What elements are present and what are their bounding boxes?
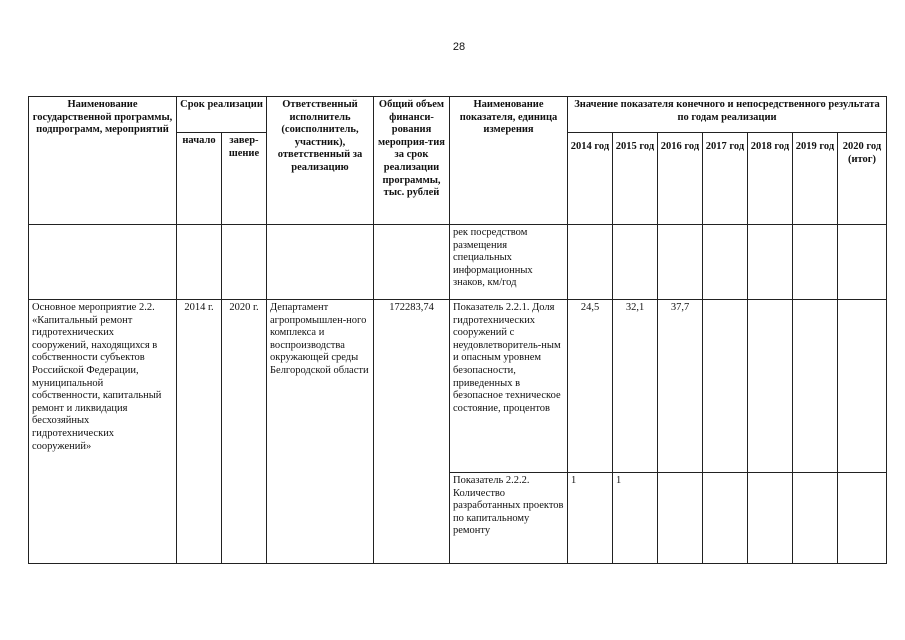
value-2019 bbox=[793, 473, 838, 564]
cell-empty bbox=[838, 225, 887, 300]
measure-start: 2014 г. bbox=[177, 300, 222, 564]
cell-empty bbox=[374, 225, 450, 300]
page-number: 28 bbox=[452, 41, 466, 53]
header-year-2019: 2019 год bbox=[793, 133, 838, 225]
header-finance: Общий объем финанси-рования мероприя-тия за срок реализации программы, тыс. рублей bbox=[374, 97, 450, 225]
cell-empty bbox=[267, 225, 374, 300]
header-year-2016: 2016 год bbox=[658, 133, 703, 225]
cell-empty bbox=[222, 225, 267, 300]
header-name: Наименование государственной программы, подпрограмм, мероприятий bbox=[29, 97, 177, 225]
cell-empty bbox=[29, 225, 177, 300]
header-end: завер-шение bbox=[222, 133, 267, 225]
cell-empty bbox=[177, 225, 222, 300]
header-indicator: Наименование показателя, единица измерения bbox=[450, 97, 568, 225]
header-year-2015: 2015 год bbox=[613, 133, 658, 225]
value-2017 bbox=[703, 473, 748, 564]
measure-finance: 172283,74 bbox=[374, 300, 450, 564]
value-2016: 37,7 bbox=[658, 300, 703, 473]
measure-responsible: Департамент агропромышлен-ного комплекса и воспроизводства окружающей среды Белгородской области bbox=[267, 300, 374, 564]
header-year-2018: 2018 год bbox=[748, 133, 793, 225]
value-2017 bbox=[703, 300, 748, 473]
table-row bbox=[29, 300, 887, 473]
cell-empty bbox=[568, 225, 613, 300]
measure-end: 2020 г. bbox=[222, 300, 267, 564]
header-year-2020: 2020 год (итог) bbox=[838, 133, 887, 225]
indicator-continuation: рек посредством размещения специальных информационных знаков, км/год bbox=[450, 225, 568, 300]
cell-empty bbox=[613, 225, 658, 300]
indicator-2-2-2: Показатель 2.2.2. Количество разработанных проектов по капитальному ремонту bbox=[450, 473, 568, 564]
value-2015: 32,1 bbox=[613, 300, 658, 473]
table-row bbox=[29, 225, 887, 300]
header-year-2014: 2014 год bbox=[568, 133, 613, 225]
header-year-2017: 2017 год bbox=[703, 133, 748, 225]
cell-empty bbox=[658, 225, 703, 300]
value-2014: 1 bbox=[568, 473, 613, 564]
indicator-2-2-1: Показатель 2.2.1. Доля гидротехнических сооружений с неудовлетворитель-ным и опасным уровнем безопасности, приведенных в безопасное техническое состояние, процентов bbox=[450, 300, 568, 473]
value-2018 bbox=[748, 473, 793, 564]
value-2015: 1 bbox=[613, 473, 658, 564]
header-responsible: Ответственный исполнитель (соисполнитель, участник), ответственный за реализацию bbox=[267, 97, 374, 225]
value-2020 bbox=[838, 300, 887, 473]
header-term: Срок реализации bbox=[177, 97, 267, 133]
value-2019 bbox=[793, 300, 838, 473]
value-2020 bbox=[838, 473, 887, 564]
header-values: Значение показателя конечного и непосредственного результата по годам реализации bbox=[568, 97, 887, 133]
header-start: начало bbox=[177, 133, 222, 225]
value-2018 bbox=[748, 300, 793, 473]
cell-empty bbox=[748, 225, 793, 300]
measure-name: Основное мероприятие 2.2. «Капитальный ремонт гидротехнических сооружений, находящихся в собственности субъектов Российской Федерации, муниципальной собственности, капитальный ремонт и ликвидация бесхозяйных гидротехнических сооружений» bbox=[29, 300, 177, 564]
value-2014: 24,5 bbox=[568, 300, 613, 473]
value-2016 bbox=[658, 473, 703, 564]
cell-empty bbox=[793, 225, 838, 300]
program-table bbox=[28, 96, 887, 564]
cell-empty bbox=[703, 225, 748, 300]
